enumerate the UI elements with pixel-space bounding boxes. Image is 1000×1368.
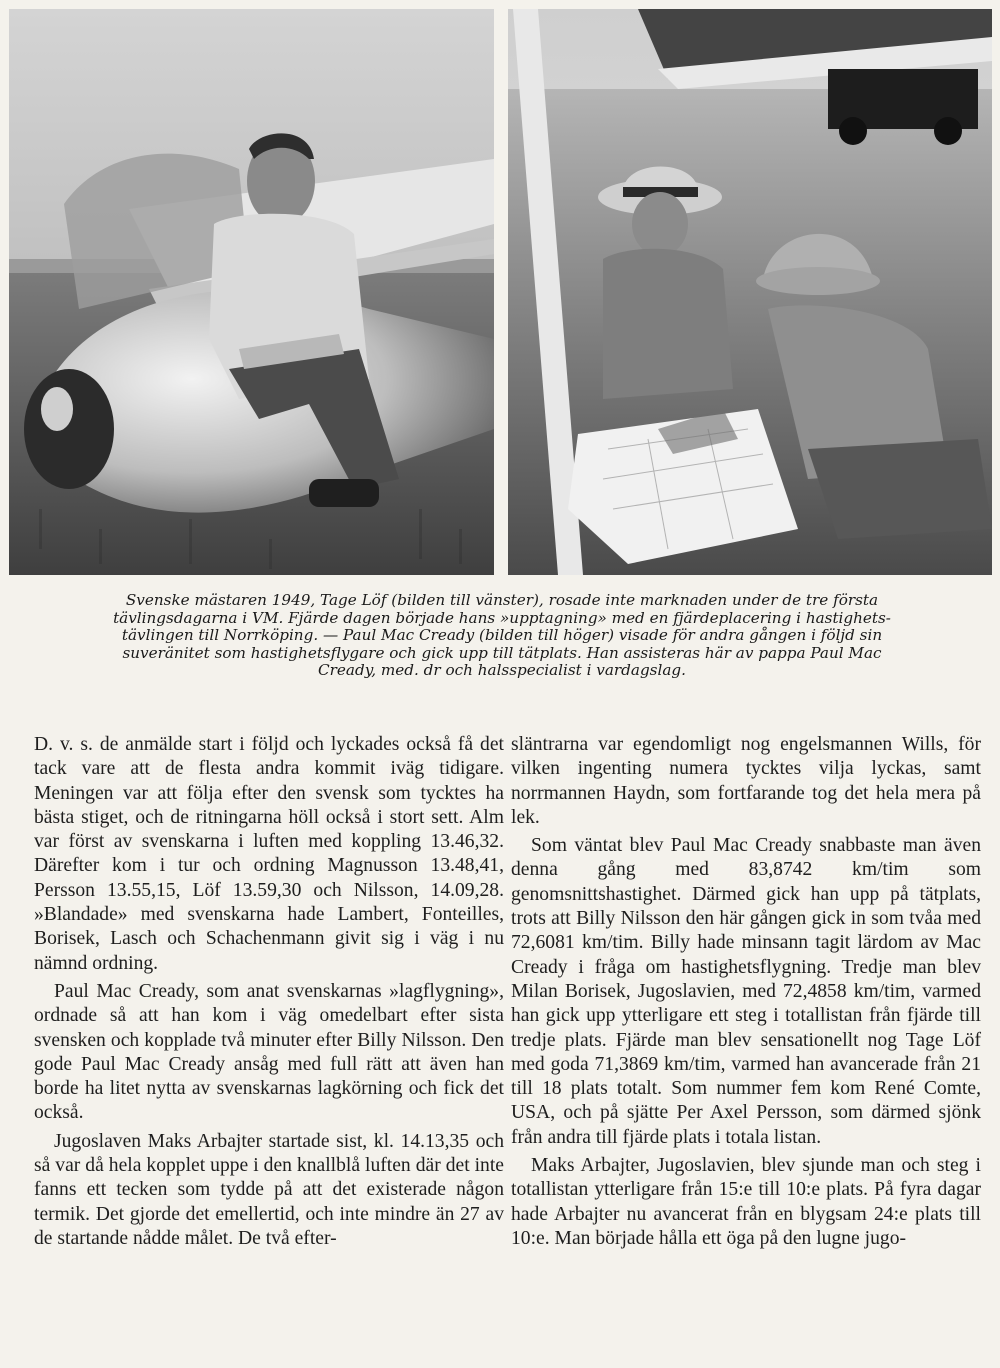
photo-mac-cready xyxy=(508,9,992,575)
caption-line: suveränitet som hastighetsflygare och gick upp till tätplats. Han assisteras här av pappa Paul Mac xyxy=(122,643,882,662)
caption-line: Svenske mästaren 1949, Tage Löf (bilden till vänster), rosade inte marknaden under de tre första xyxy=(125,591,879,609)
caption-line: tävlingsdagarna i VM. Fjärde dagen började hans »upptagning» med en fjärdeplacering i hastighets- xyxy=(113,608,891,627)
photo-caption xyxy=(40,592,964,680)
article-column-right xyxy=(511,733,981,1251)
paragraph: släntrarna var egendomligt nog engelsmannen Wills, för vilken ingenting numera tycktes vilja lyckas, samt norrmannen Haydn, som fortfarande tog det hela mera på lek. xyxy=(511,734,981,828)
caption-line: tävlingen till Norrköping. — Paul Mac Cready (bilden till höger) visade för andra gången i följd sin xyxy=(121,626,883,645)
paragraph: D. v. s. de anmälde start i följd och lyckades också få det tack vare att de flesta andra kommit iväg tidigare. Meningen var att följa efter den svensk som tycktes ha bästa stiget, och de ritningarna höll också i stort sett. Alm var först av svenskarna i luften med koppling 13.46,32. Därefter kom i tur och ordning Magnusson 13.48,41, Persson 13.55,15, Löf 13.59,30 och Nilsson, 14.09,28. »Blandade» med svenskarna hade Lambert, Fonteilles, Borisek, Lasch och Schachenmann givit sig i väg i nu nämnd ordning. xyxy=(34,734,504,974)
article-column-left xyxy=(34,733,504,1251)
caption-line: Cready, med. dr och halsspecialist i vardagslag. xyxy=(318,661,686,680)
paragraph: Paul Mac Cready, som anat svenskarnas »lagflygning», ordnade så att han kom i väg omedelbart efter sista svensken och kopplade två minuter efter Billy Nilsson. Den gode Paul Mac Cready ansåg med full rätt att även han borde ha litet nytta av svenskarnas lagkörning och fick det också. xyxy=(34,980,504,1124)
paragraph: Jugoslaven Maks Arbajter startade sist, kl. 14.13,35 och så var då hela kopplet uppe i den knallblå luften där det inte fanns ett tecken som tydde på att det existerade någon termik. Det gjorde det emellertid, och inte mindre än 27 av de startande nådde målet. De två efter- xyxy=(34,1130,504,1249)
paragraph: Som väntat blev Paul Mac Cready snabbaste man även denna gång med 83,8742 km/tim som genomsnittshastighet. Därmed gick han upp på tätplats, trots att Billy Nilsson den här gången gick in som tvåa med 72,6081 km/tim. Billy hade minsann tagit lärdom av Mac Cready i fråga om hastighetsflygning. Tredje man blev Milan Borisek, Jugoslavien, med 72,4858 km/tim, varmed han gick upp ytterligare ett steg i totallistan från fjärde till tredje plats. Fjärde man blev sensationellt nog Tage Löf med goda 71,3869 km/tim, varmed han avancerade från 21 till 18 plats totalt. Som nummer fem kom René Comte, USA, och på sjätte Per Axel Persson, som därmed sjönk från andra till fjärde plats i totala listan. xyxy=(511,835,981,1148)
photo-tage-lof xyxy=(9,9,494,575)
paragraph: Maks Arbajter, Jugoslavien, blev sjunde man och steg i totallistan ytterligare från 15:e till 10:e plats. På fyra dagar hade Arbajter nu avancerat från en blygsam 24:e plats till 10:e. Man började hålla ett öga på den lugne jugo- xyxy=(511,1155,981,1249)
